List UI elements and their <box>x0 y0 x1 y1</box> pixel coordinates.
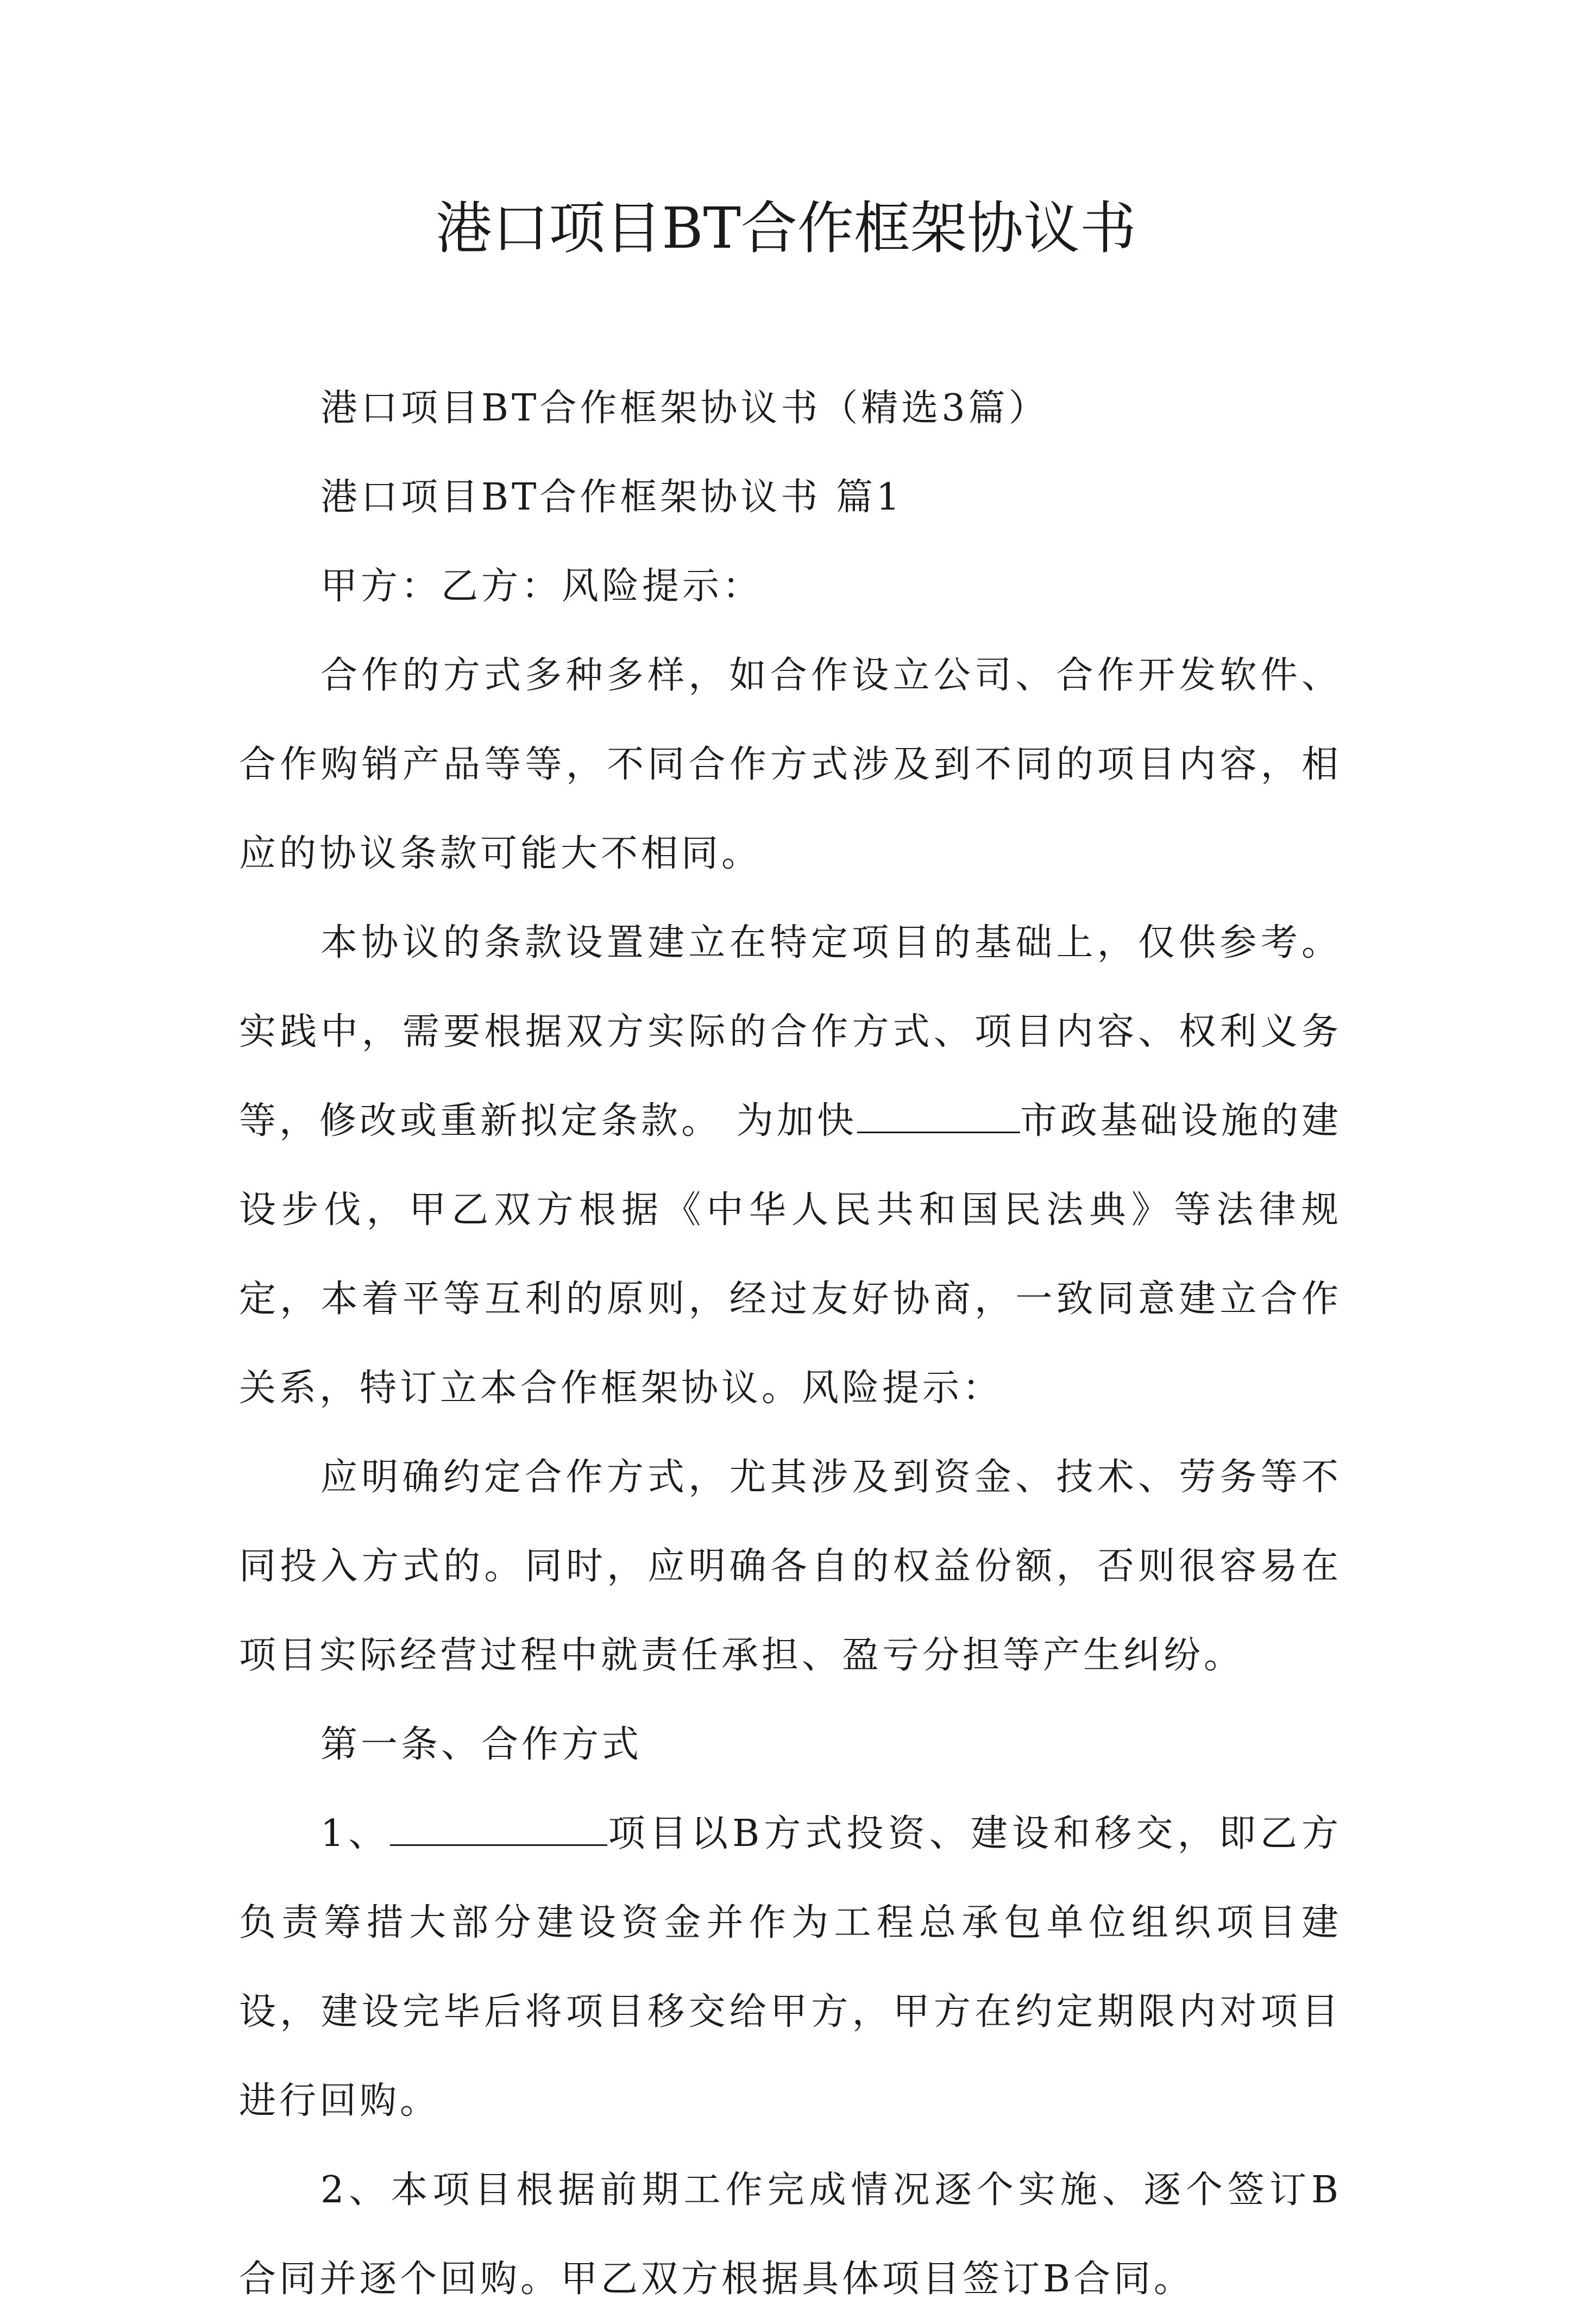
parties-line: 甲方：乙方：风险提示： <box>320 565 763 608</box>
fill-in-blank <box>857 1100 1020 1133</box>
document-title: 港口项目BT合作框架协议书 <box>436 195 1136 261</box>
paragraph-reference-text-start: 本协议的条款设置建立在特定项目的基础上，仅供参考。实践中，需要根据双方实际的合作方式、项目内容、权利义务等，修改或重新拟定条款。 为加快 <box>239 921 1342 1142</box>
section-heading: 港口项目BT合作框架协议书 篇1 <box>320 476 903 519</box>
document-subtitle: 港口项目BT合作框架协议书（精选3篇） <box>320 387 1049 430</box>
document-body <box>239 364 1342 2324</box>
clause-1-number: 1、 <box>320 1812 390 1855</box>
paragraph-reference-text-end: 市政基础设施的建设步伐，甲乙双方根据《中华人民共和国民法典》等法律规定，本着平等互利的原则，经过友好协商，一致同意建立合作关系，特订立本合作框架协议。风险提示： <box>239 1100 1342 1410</box>
clause-1-text: 项目以B方式投资、建设和移交，即乙方负责筹措大部分建设资金并作为工程总承包单位组织项目建设，建设完毕后将项目移交给甲方，甲方在约定期限内对项目进行回购。 <box>239 1812 1342 2122</box>
clause-1 <box>239 1789 1342 2146</box>
paragraph-reference <box>239 899 1342 1433</box>
fill-in-blank <box>390 1813 607 1846</box>
paragraph-specify-mode: 应明确约定合作方式，尤其涉及到资金、技术、劳务等不同投入方式的。同时，应明确各自的权益份额，否则很容易在项目实际经营过程中就责任承担、盈亏分担等产生纠纷。 <box>239 1456 1342 1677</box>
article-1-heading: 第一条、合作方式 <box>320 1723 643 1766</box>
clause-2: 2、本项目根据前期工作完成情况逐个实施、逐个签订B合同并逐个回购。甲乙双方根据具体项目签订B合同。 <box>239 2169 1342 2301</box>
paragraph-cooperation-modes: 合作的方式多种多样，如合作设立公司、合作开发软件、合作购销产品等等，不同合作方式涉及到不同的项目内容，相应的协议条款可能大不相同。 <box>239 654 1342 875</box>
